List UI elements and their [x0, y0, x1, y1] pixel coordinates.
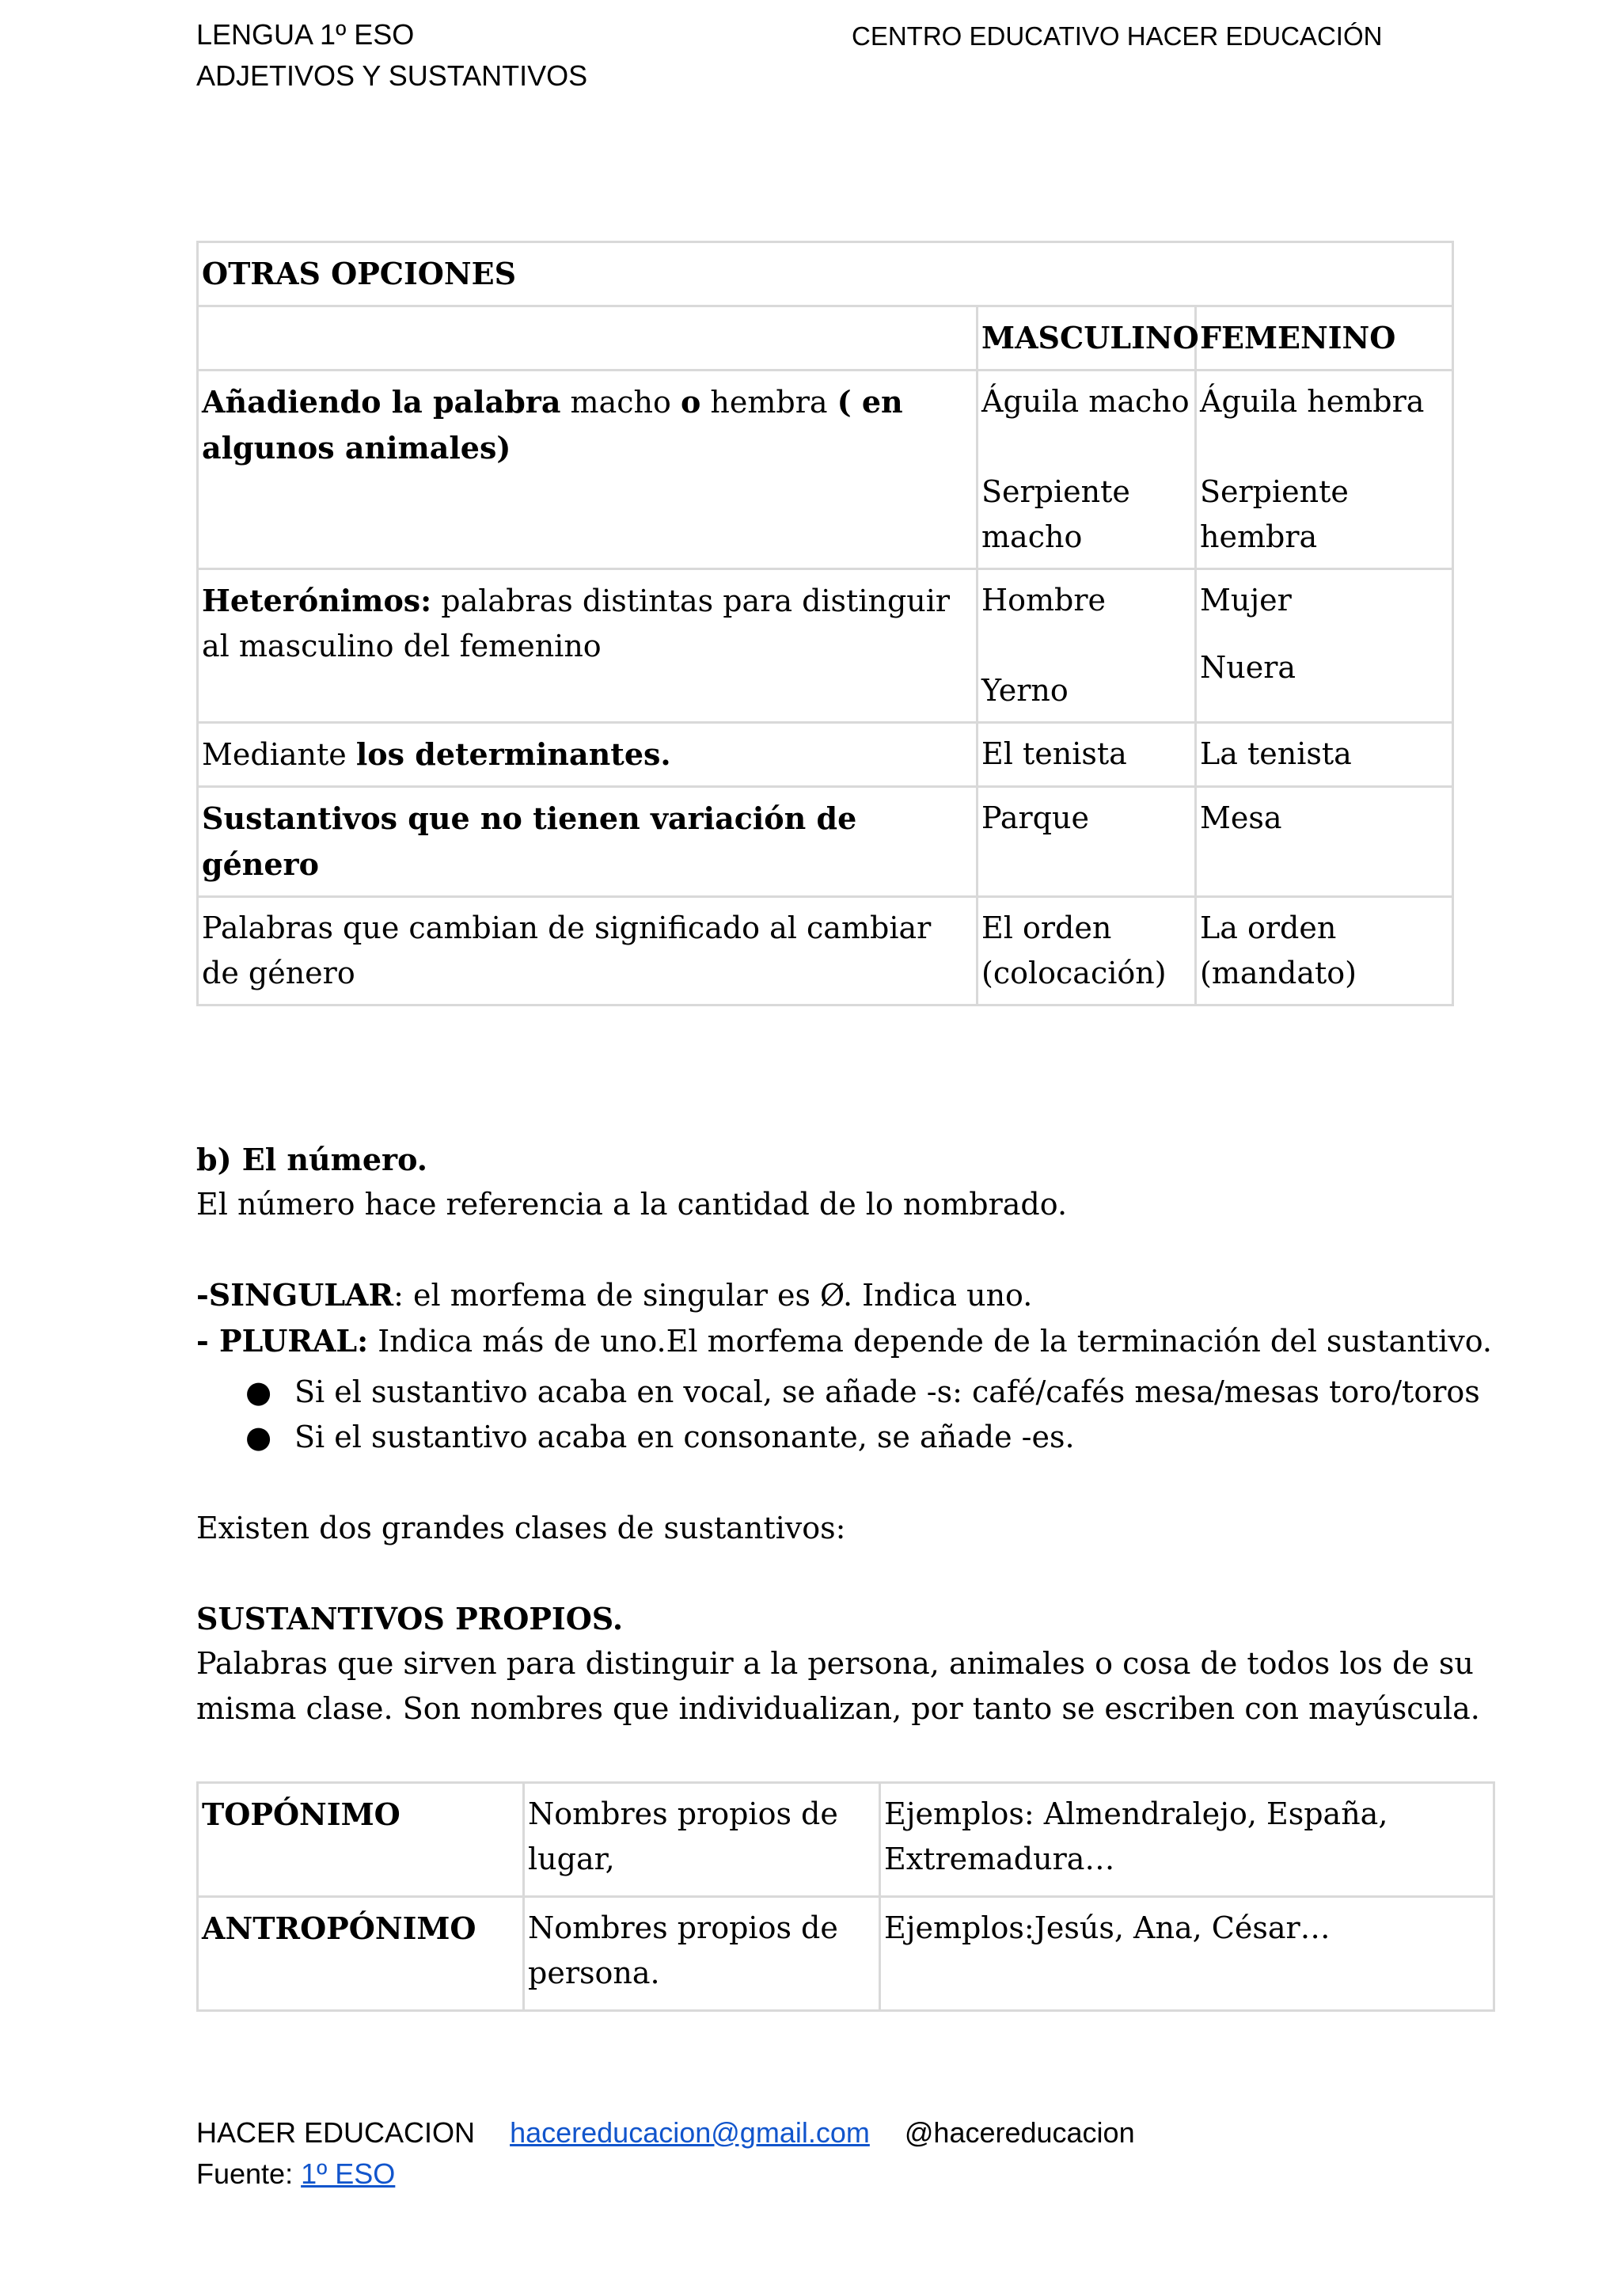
- table-row: [198, 723, 1453, 787]
- table-title: OTRAS OPCIONES: [202, 256, 517, 291]
- table-header-row: [198, 306, 1453, 371]
- bullet-icon: ●: [245, 1374, 272, 1409]
- bullet-icon: ●: [245, 1420, 272, 1454]
- list-item: ● Si el sustantivo acaba en consonante, se añade -es.: [196, 1415, 1542, 1460]
- table-cell-masculino: El tenista: [978, 723, 1196, 787]
- row-label-cambio-significado: Palabras que cambian de significado al cambiar de género: [198, 897, 978, 1005]
- table-row: [198, 897, 1453, 1005]
- row-label-determinantes: Mediante los determinantes.: [198, 723, 978, 787]
- footer-email-link[interactable]: hacereducacion@gmail.com: [510, 2116, 870, 2149]
- table-cell-type: ANTROPÓNIMO: [198, 1897, 524, 2011]
- plural-line: - PLURAL: Indica más de uno.El morfema depende de la terminación del sustantivo.: [196, 1323, 1492, 1359]
- section-heading: SUSTANTIVOS PROPIOS.: [196, 1601, 624, 1636]
- header-subject: LENGUA 1º ESO: [196, 18, 415, 51]
- propios-description: Palabras que sirven para distinguir a la persona, animales o cosa de todos los de su misma clase. Son nombres que individualizan, por tanto se escriben con mayúscula.: [196, 1646, 1480, 1726]
- table-row: [198, 371, 1453, 569]
- table-cell-description: Nombres propios de persona.: [524, 1897, 880, 2011]
- column-header-masculino: MASCULINO: [978, 306, 1196, 371]
- table-cell-femenino: Mesa: [1196, 787, 1453, 897]
- proper-nouns-table: [196, 1781, 1495, 2012]
- table-cell-femenino: Mujer Nuera: [1196, 569, 1453, 723]
- table-cell: [198, 306, 978, 371]
- footer-contact: [196, 2112, 1135, 2153]
- header-center-name: CENTRO EDUCATIVO HACER EDUCACIÓN: [852, 21, 1383, 51]
- footer-source-label: Fuente:: [196, 2157, 294, 2190]
- list-item: ● Si el sustantivo acaba en vocal, se añade -s: café/cafés mesa/mesas toro/toros: [196, 1370, 1542, 1415]
- table-cell-type: TOPÓNIMO: [198, 1783, 524, 1897]
- table-cell-femenino: La tenista: [1196, 723, 1453, 787]
- column-header-femenino: FEMENINO: [1196, 306, 1453, 371]
- footer-org: HACER EDUCACION: [196, 2116, 476, 2149]
- table-cell-femenino: La orden (mandato): [1196, 897, 1453, 1005]
- table-cell-masculino: Parque: [978, 787, 1196, 897]
- gender-options-table: [196, 241, 1454, 1006]
- table-row: [198, 242, 1453, 306]
- table-cell-masculino: Hombre Yerno: [978, 569, 1196, 723]
- numero-section: [196, 1137, 1494, 1364]
- table-row: [198, 1897, 1494, 2011]
- clases-section: [196, 1506, 1494, 1732]
- row-label-sin-variacion: Sustantivos que no tienen variación de género: [198, 787, 978, 897]
- footer-social-handle: @hacereducacion: [904, 2116, 1135, 2149]
- plural-rules-list: [196, 1370, 1542, 1460]
- footer-source-link[interactable]: 1º ESO: [301, 2157, 396, 2190]
- table-cell-femenino: Águila hembra Serpiente hembra: [1196, 371, 1453, 569]
- singular-line: -SINGULAR: el morfema de singular es Ø. Indica uno.: [196, 1277, 1033, 1313]
- row-label-macho-hembra: Añadiendo la palabra macho o hembra ( en algunos animales): [198, 371, 978, 569]
- table-row: [198, 569, 1453, 723]
- table-row: [198, 787, 1453, 897]
- table-title-cell: [198, 242, 1453, 306]
- numero-intro: El número hace referencia a la cantidad de lo nombrado.: [196, 1187, 1068, 1222]
- table-cell-description: Nombres propios de lugar,: [524, 1783, 880, 1897]
- section-heading: b) El número.: [196, 1142, 427, 1177]
- header-topic: ADJETIVOS Y SUSTANTIVOS: [196, 59, 588, 92]
- table-cell-masculino: Águila macho Serpiente macho: [978, 371, 1196, 569]
- row-label-heteronimos: Heterónimos: palabras distintas para distinguir al masculino del femenino: [198, 569, 978, 723]
- table-cell-examples: Ejemplos: Almendralejo, España, Extremadura…: [880, 1783, 1494, 1897]
- table-row: [198, 1783, 1494, 1897]
- table-cell-examples: Ejemplos:Jesús, Ana, César…: [880, 1897, 1494, 2011]
- footer-source: [196, 2153, 395, 2195]
- clases-intro: Existen dos grandes clases de sustantivos:: [196, 1511, 846, 1545]
- table-cell-masculino: El orden (colocación): [978, 897, 1196, 1005]
